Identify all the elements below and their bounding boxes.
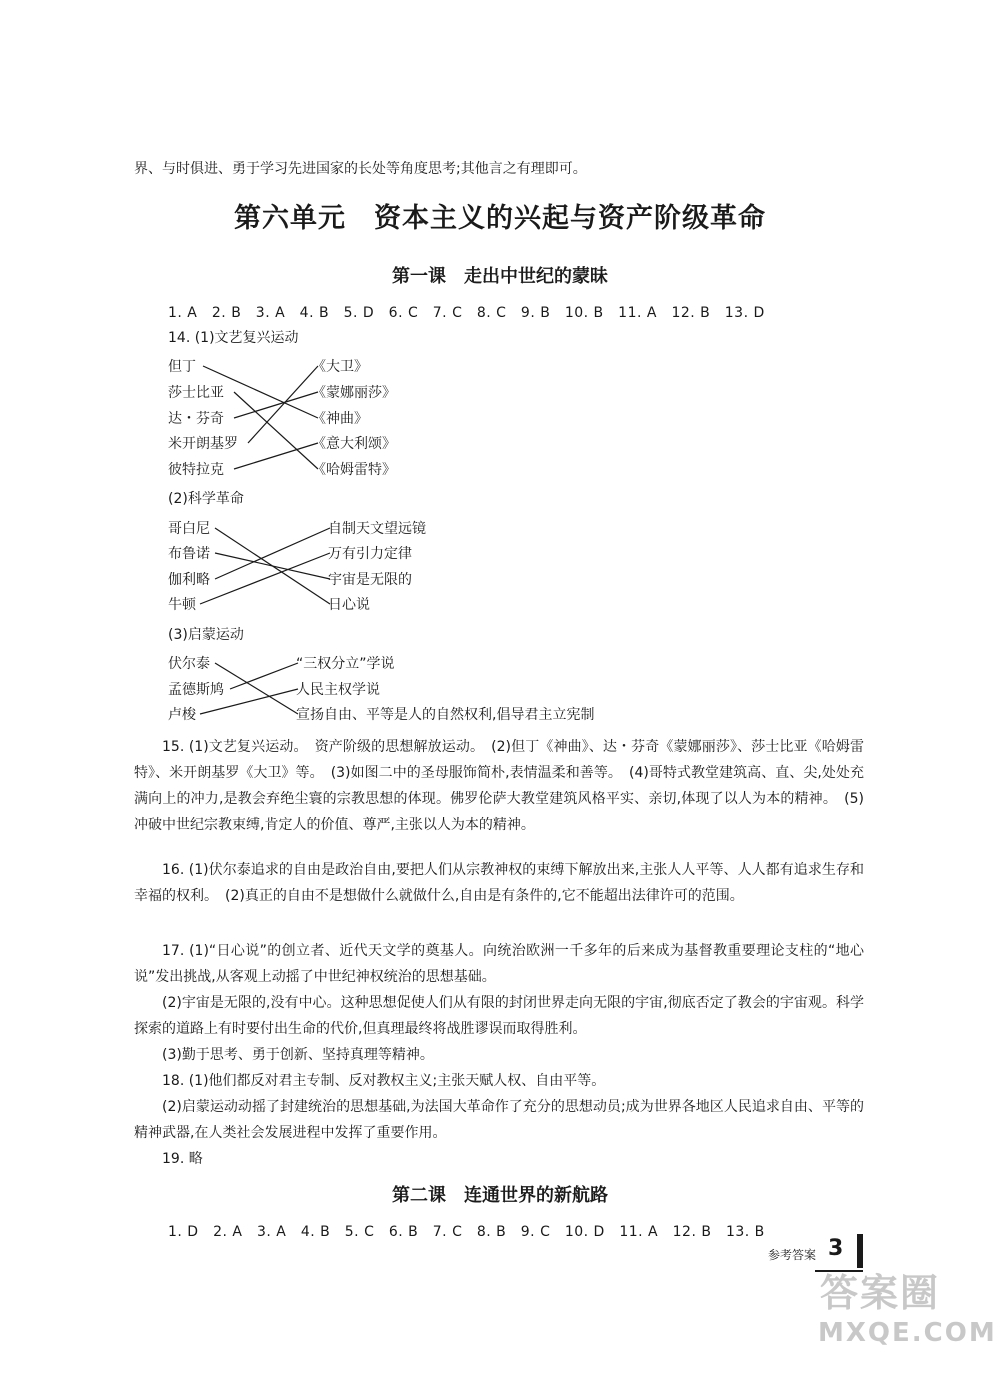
answer-q15: 15. (1)文艺复兴运动。 资产阶级的思想解放运动。 (2)但丁《神曲》、达・芬奇《蒙娜丽莎》、莎士比亚《哈姆雷特》、米开朗基罗《大卫》等。 (3)如图二中的圣母服饰简朴,表情温柔和善等。 (4)哥特式教堂建筑高、直、尖,处处充满向上的冲力,是教会弃绝尘寰的宗教思想的体现。佛罗伦萨大教堂建筑风格平实、亲切,体现了以人为本的精神。 (5)冲破中世纪宗教束缚,肯定人的价值、尊严,主张以人为本的精神。 xyxy=(134,739,864,833)
match-left-item: 牛顿 xyxy=(168,597,196,613)
match-left-item: 伽利略 xyxy=(168,572,210,588)
answer-q17-2: (2)宇宙是无限的,没有中心。这种思想促使人们从有限的封闭世界走向无限的宇宙,彻底否定了教会的宇宙观。科学探索的道路上有时要付出生命的代价,但真理最终将战胜谬误而取得胜利。 xyxy=(134,995,864,1037)
match-line xyxy=(234,443,318,469)
answer-q19: 19. 略 xyxy=(162,1151,203,1167)
page-number: 3 xyxy=(828,1236,844,1261)
match-right-item: 《神曲》 xyxy=(312,411,368,427)
match-right-item: 自制天文望远镜 xyxy=(328,521,426,537)
match-line xyxy=(215,528,330,604)
answer-q17-3: (3)勤于思考、勇于创新、坚持真理等精神。 xyxy=(162,1047,434,1063)
match-right-item: 《蒙娜丽莎》 xyxy=(312,385,396,401)
answer-q16: 16. (1)伏尔泰追求的自由是政治自由,要把人们从宗教神权的束缚下解放出来,主张人人平等、人人都有追求生存和幸福的权利。 (2)真正的自由不是想做什么就做什么,自由是有条件的,它不能超出法律许可的范围。 xyxy=(134,862,864,904)
match-right-item: 万有引力定律 xyxy=(328,546,412,562)
match-line xyxy=(234,392,318,469)
match-right-item: 《大卫》 xyxy=(312,359,368,375)
match-left-item: 卢梭 xyxy=(168,707,196,723)
watermark-logo: 答案圈 xyxy=(820,1271,941,1315)
unit-title: 第六单元 资本主义的兴起与资产阶级革命 xyxy=(234,203,766,234)
match-line xyxy=(215,553,330,579)
answer-q17-1: 17. (1)“日心说”的创立者、近代天文学的奠基人。向统治欧洲一千多年的后来成为基督教重要理论支柱的“地心说”发出挑战,从客观上动摇了中世纪神权统治的思想基础。 xyxy=(134,943,864,985)
continued-text-line: 界、与时俱进、勇于学习先进国家的长处等角度思考;其他言之有理即可。 xyxy=(134,161,587,177)
match-right-item: 宣扬自由、平等是人的自然权利,倡导君主立宪制 xyxy=(296,707,595,723)
answer-q18-1: 18. (1)他们都反对君主专制、反对教权主义;主张天赋人权、自由平等。 xyxy=(162,1073,606,1089)
match-left-item: 达・芬奇 xyxy=(168,411,224,427)
match-line xyxy=(200,553,330,604)
match-left-item: 哥白尼 xyxy=(168,521,210,537)
match-left-item: 布鲁诺 xyxy=(168,546,210,562)
match-left-item: 伏尔泰 xyxy=(168,656,210,672)
match-line xyxy=(215,663,298,714)
q14-part3-heading: (3)启蒙运动 xyxy=(168,627,244,643)
q14-part1-heading: 14. (1)文艺复兴运动 xyxy=(168,330,299,346)
match-line xyxy=(248,366,318,443)
mc-answers-lesson-2: 1. D 2. A 3. A 4. B 5. C 6. B 7. C 8. B 9. C 10. D 11. A 12. B 13. B xyxy=(168,1224,765,1240)
match-line xyxy=(230,663,298,689)
lesson-title-1: 第一课 走出中世纪的蒙昧 xyxy=(392,266,608,287)
mc-answers-lesson-1: 1. A 2. B 3. A 4. B 5. D 6. C 7. C 8. C 9. B 10. B 11. A 12. B 13. D xyxy=(168,305,765,321)
match-left-item: 彼特拉克 xyxy=(168,462,224,478)
match-left-item: 莎士比亚 xyxy=(168,385,224,401)
q14-part2-heading: (2)科学革命 xyxy=(168,491,244,507)
match-right-item: 人民主权学说 xyxy=(296,682,380,698)
match-right-item: 《意大利颂》 xyxy=(312,436,396,452)
match-right-item: 日心说 xyxy=(328,597,370,613)
match-right-item: 宇宙是无限的 xyxy=(328,572,412,588)
match-line xyxy=(234,392,318,418)
match-right-item: 《哈姆雷特》 xyxy=(312,462,396,478)
match-left-item: 但丁 xyxy=(168,359,196,375)
match-left-item: 米开朗基罗 xyxy=(168,436,238,452)
footer-label: 参考答案 xyxy=(768,1248,817,1262)
watermark-url: MXQE.COM xyxy=(818,1318,997,1348)
match-right-item: “三权分立”学说 xyxy=(296,656,395,672)
match-left-item: 孟德斯鸠 xyxy=(168,682,224,698)
match-line xyxy=(215,528,330,579)
lesson-title-2: 第二课 连通世界的新航路 xyxy=(392,1185,608,1206)
answer-q18-2: (2)启蒙运动动摇了封建统治的思想基础,为法国大革命作了充分的思想动员;成为世界各地区人民追求自由、平等的精神武器,在人类社会发展进程中发挥了重要作用。 xyxy=(134,1099,864,1141)
